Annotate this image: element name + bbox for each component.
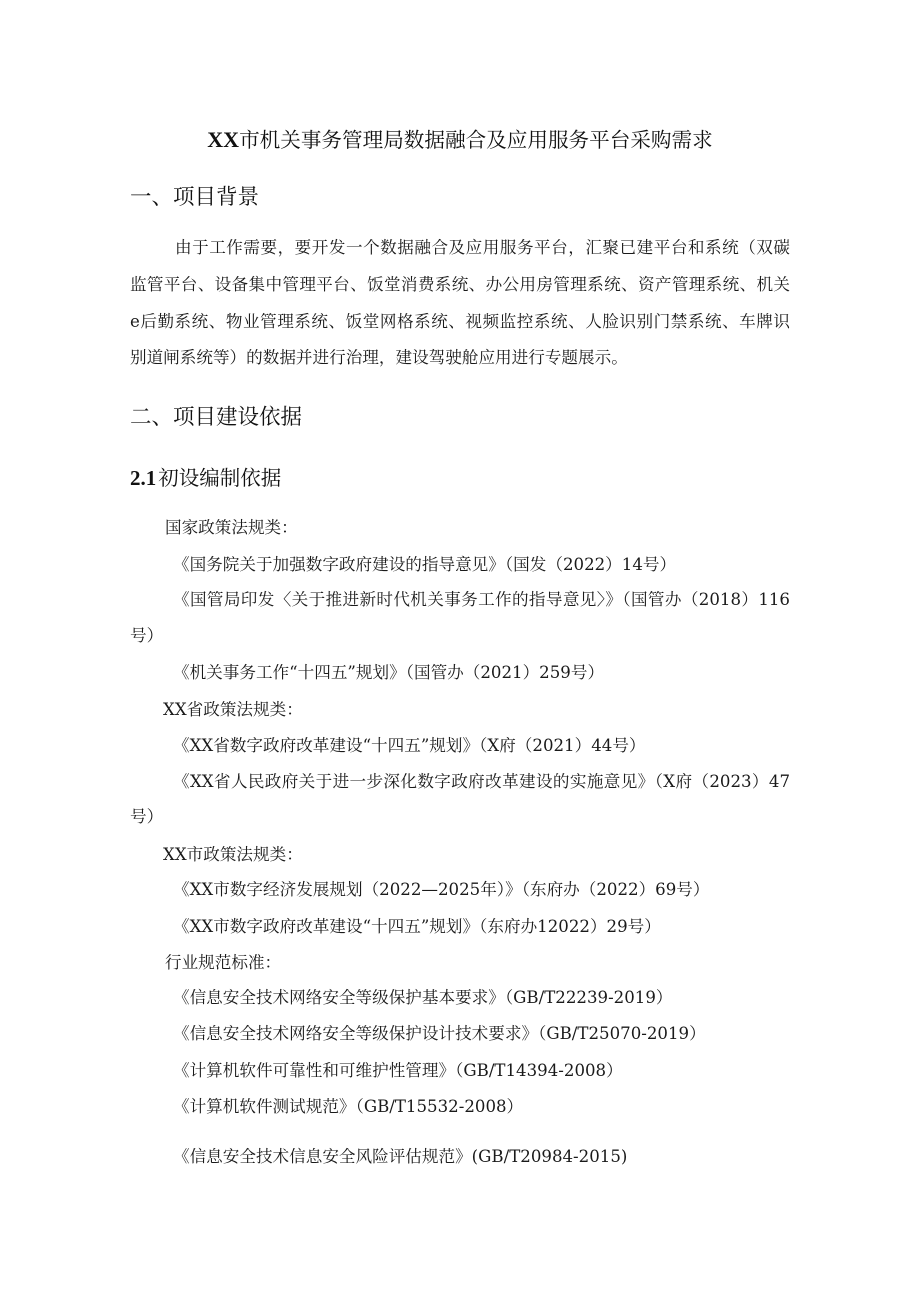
- title-prefix: XX: [207, 127, 240, 152]
- section-heading-background: 一、项目背景: [130, 185, 260, 210]
- policy-item: 《机关事务工作“十四五”规划》（国管办（2021）259号）: [173, 663, 605, 682]
- standard-item: 《计算机软件测试规范》（GB/T15532-2008）: [173, 1097, 524, 1116]
- category-label-national: 国家政策法规类：: [165, 518, 298, 537]
- standard-item: 《计算机软件可靠性和可维护性管理》（GB/T14394-2008）: [173, 1061, 623, 1080]
- category-label-province: XX省政策法规类：: [163, 700, 303, 719]
- paragraph-line: 别道闸系统等）的数据并进行治理，建设驾驶舱应用进行专题展示。: [130, 348, 628, 367]
- paragraph-line: 由于工作需要，要开发一个数据融合及应用服务平台，汇聚已建平台和系统（双碳: [175, 238, 790, 257]
- policy-item: 《XX市数字政府改革建设“十四五”规划》（东府办12022）29号）: [173, 917, 661, 936]
- paragraph-line: e后勤系统、物业管理系统、饭堂网格系统、视频监控系统、人脸识别门禁系统、车牌识: [130, 312, 790, 331]
- standard-item: 《信息安全技术网络安全等级保护设计技术要求》（GB/T25070-2019）: [173, 1024, 706, 1043]
- policy-item: 《国务院关于加强数字政府建设的指导意见》（国发（2022）14号）: [173, 555, 677, 574]
- section-heading-basis: 二、项目建设依据: [130, 405, 303, 430]
- policy-item: 《XX市数字经济发展规划（2022—2025年）》（东府办（2022）69号）: [173, 880, 710, 899]
- policy-item: 《XX省人民政府关于进一步深化数字政府改革建设的实施意见》（X府（2023）47: [173, 772, 790, 791]
- standard-item: 《信息安全技术网络安全等级保护基本要求》（GB/T22239-2019）: [173, 988, 673, 1007]
- paragraph-line: 监管平台、设备集中管理平台、饭堂消费系统、办公用房管理系统、资产管理系统、机关: [130, 275, 790, 294]
- subsection-title: 初设编制依据: [158, 466, 282, 490]
- category-label-industry: 行业规范标准：: [165, 953, 282, 972]
- policy-item-continuation: 号）: [130, 807, 164, 826]
- standard-item: 《信息安全技术信息安全风险评估规范》(GB/T20984-2015): [173, 1147, 628, 1166]
- policy-item: 《XX省数字政府改革建设“十四五”规划》（X府（2021）44号）: [173, 736, 646, 755]
- document-title: [0, 127, 920, 153]
- policy-item-continuation: 号）: [130, 626, 164, 645]
- category-label-city: XX市政策法规类：: [163, 845, 303, 864]
- title-text: 市机关事务管理局数据融合及应用服务平台采购需求: [239, 128, 713, 152]
- subsection-number: 2.1: [130, 466, 157, 490]
- policy-item: 《国管局印发〈关于推进新时代机关事务工作的指导意见〉》（国管办（2018）116: [173, 590, 790, 609]
- subsection-heading: [130, 465, 281, 491]
